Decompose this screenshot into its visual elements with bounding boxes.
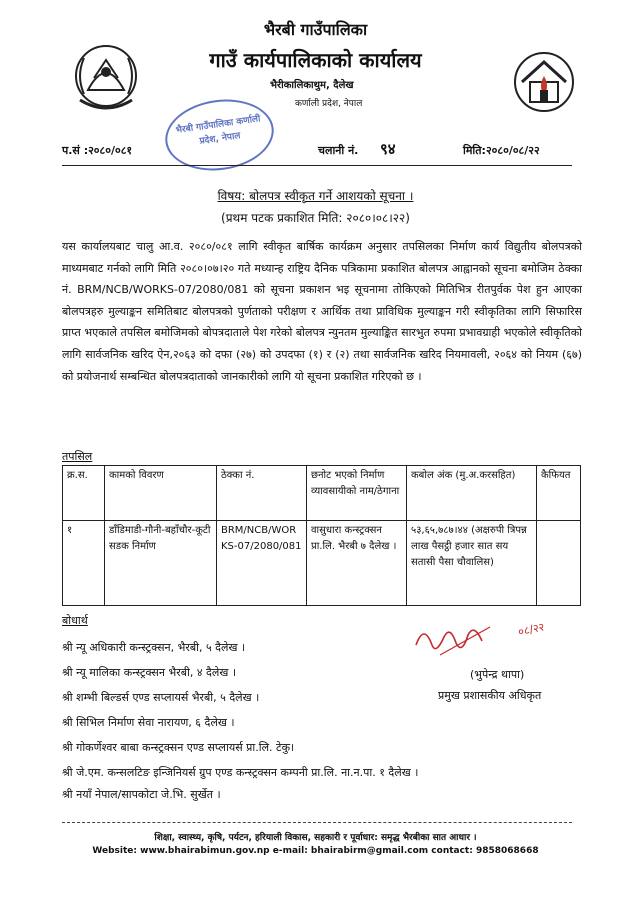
office-province: कर्णाली प्रदेश, नेपाल [295, 99, 363, 109]
tender-table [62, 465, 581, 606]
cell-bid-amount: ५३,६५,७८७।४४ (अक्षरुपी त्रिपन्न लाख पैसट्ठी हजार सात सय सतासी पैसा चौवालिस) [407, 521, 537, 606]
header-remarks: कैफियत [537, 466, 581, 521]
header-contract-number: ठेक्का नं. [217, 466, 307, 521]
header-sn: क्र.स. [63, 466, 105, 521]
notice-subject: विषय: बोलपत्र स्वीकृत गर्ने आशयको सूचना । [217, 189, 414, 203]
recipient-item: श्री न्यू अधिकारी कन्स्ट्रक्सन, भैरबी, ५ दैलेख । [62, 641, 246, 654]
chalani-label: चलानी नं. [318, 144, 359, 157]
cell-work-description: डाँडिमाडी-गौनी-बहाँचौर-कूटी सडक निर्माण [105, 521, 217, 606]
recipient-item: श्री न्यू मालिका कन्स्ट्रक्सन भैरबी, ४ दैलेख । [62, 666, 237, 679]
municipality-name: भैरबी गाउँपालिका [263, 20, 368, 39]
recipient-item: श्री शम्भी बिल्डर्स एण्ड सप्लायर्स भैरबी, ५ दैलेख । [62, 691, 260, 704]
notice-body: यस कार्यालयबाट चालु आ.व. २०८०/०८१ लागि स्वीकृत बार्षिक कार्यक्रम अनुसार तपसिलका निर्माण कार्य विद्युतीय बोलपत्रको माध्यमबाट गर्नको लागि मिति २०८०।०७।२० गते मध्यान्ह राष्ट्रिय दैनिक पत्रिकामा प्रकाशित बोलपत्र आह्वानको सूचना बमोजिम ठेक्का नं. BRM/NCB/WORKS-07/2080/081 को सूचना प्रकाशन भइ सूचनामा तोकिएको मितिभित्र रीतपुर्वक पेश हुन आएका बोलपत्रहरु मुल्याङ्कन समितिबाट बोलपत्रको पुर्णताको परीक्षण र आर्थिक तथा प्राविधिक मुल्याङ्कन गरी स्वीकृतिका लागि सिफारिस प्राप्त भएकाले तपसिल बमोजिमको बोपत्रदाताले पेश गरेको बोलपत्र न्युनतम मुल्याङ्कित सारभुत रुपमा प्रभावग्राही भएकोले स्वीकृतिको लागि सार्वजनिक खरिद ऐन,२०६३ को दफा (२७) को उपदफा (१) र (२) तथा सार्वजनिक खरिद नियमावली, २०६४ को नियम (६७) को प्रयोजनार्थ सम्बन्धित बोलपत्रदाताको जानकारीको लागि यो सूचना प्रकाशित गरिएको छ । [62, 240, 582, 383]
stamp-text: भैरबी गाउँपालिका कर्णाली प्रदेश, नेपाल [175, 114, 262, 147]
chalani-number: ९४ [380, 140, 396, 158]
cell-remarks [537, 521, 581, 606]
publication-date: (प्रथम पटक प्रकाशित मिति: २०८०।०८।२२) [221, 211, 410, 225]
recipient-item: श्री गोकर्णेश्वर बाबा कन्स्ट्रक्सन एण्ड सप्लायर्स प्रा.लि. टेकु। [62, 741, 295, 754]
table-header-row [63, 466, 581, 521]
signature-date: ०८/२२ [516, 620, 546, 639]
cell-sn: १ [63, 521, 105, 606]
header-bid-amount: कबोल अंक (मु.अ.करसहित) [407, 466, 537, 521]
header-divider [62, 165, 572, 166]
recipient-item: श्री सिभिल निर्माण सेवा नारायण, ६ दैलेख । [62, 716, 235, 729]
recipient-item: श्री जे.एम. कन्सलटिङ इन्जिनियर्स ग्रुप एण्ड कन्स्ट्रक्सन कम्पनी प्रा.लि. ना.न.पा. १ दैलेख । [62, 766, 419, 779]
signatory-name: (भुपेन्द्र थापा) [470, 668, 525, 681]
handwritten-signature [410, 615, 520, 663]
table-caption: तपसिल [62, 450, 93, 463]
cell-contract-number: BRM/NCB/WORKS-07/2080/081 [217, 521, 307, 606]
header-selected-contractor: छनोट भएको निर्माण व्यावसायीको नाम/ठेगाना [307, 466, 407, 521]
signatory-title: प्रमुख प्रशासकीय अधिकृत [438, 689, 542, 702]
cell-selected-contractor: वासुधारा कन्स्ट्रक्सन प्रा.लि. भैरबी ७ दैलेख । [307, 521, 407, 606]
footer-contact: Website: www.bhairabimun.gov.np e-mail: bhairabirm@gmail.com contact: 9858068668 [92, 846, 539, 856]
letter-date: मिति:२०८०/०८/२२ [463, 144, 540, 157]
office-name: गाउँ कार्यपालिकाको कार्यालय [209, 48, 422, 72]
bodhartha-label: बोधार्थ [62, 614, 88, 627]
header-work-description: कामको विवरण [105, 466, 217, 521]
table-row [63, 521, 581, 606]
recipient-item: श्री नयाँ नेपाल/सापकोटा जे.भि. सुर्खेत । [62, 788, 221, 801]
office-address: भैरीकालिकाथुम, दैलेख [270, 80, 354, 91]
footer-divider [62, 822, 572, 824]
patra-sankhya: प.सं :२०८०/०८१ [62, 144, 133, 157]
footer-motto: शिक्षा, स्वास्थ्य, कृषि, पर्यटन, हरियाली विकास, सहकारी र पूर्वाधार: समृद्ध भैरबीका सात आधार । [154, 833, 477, 843]
